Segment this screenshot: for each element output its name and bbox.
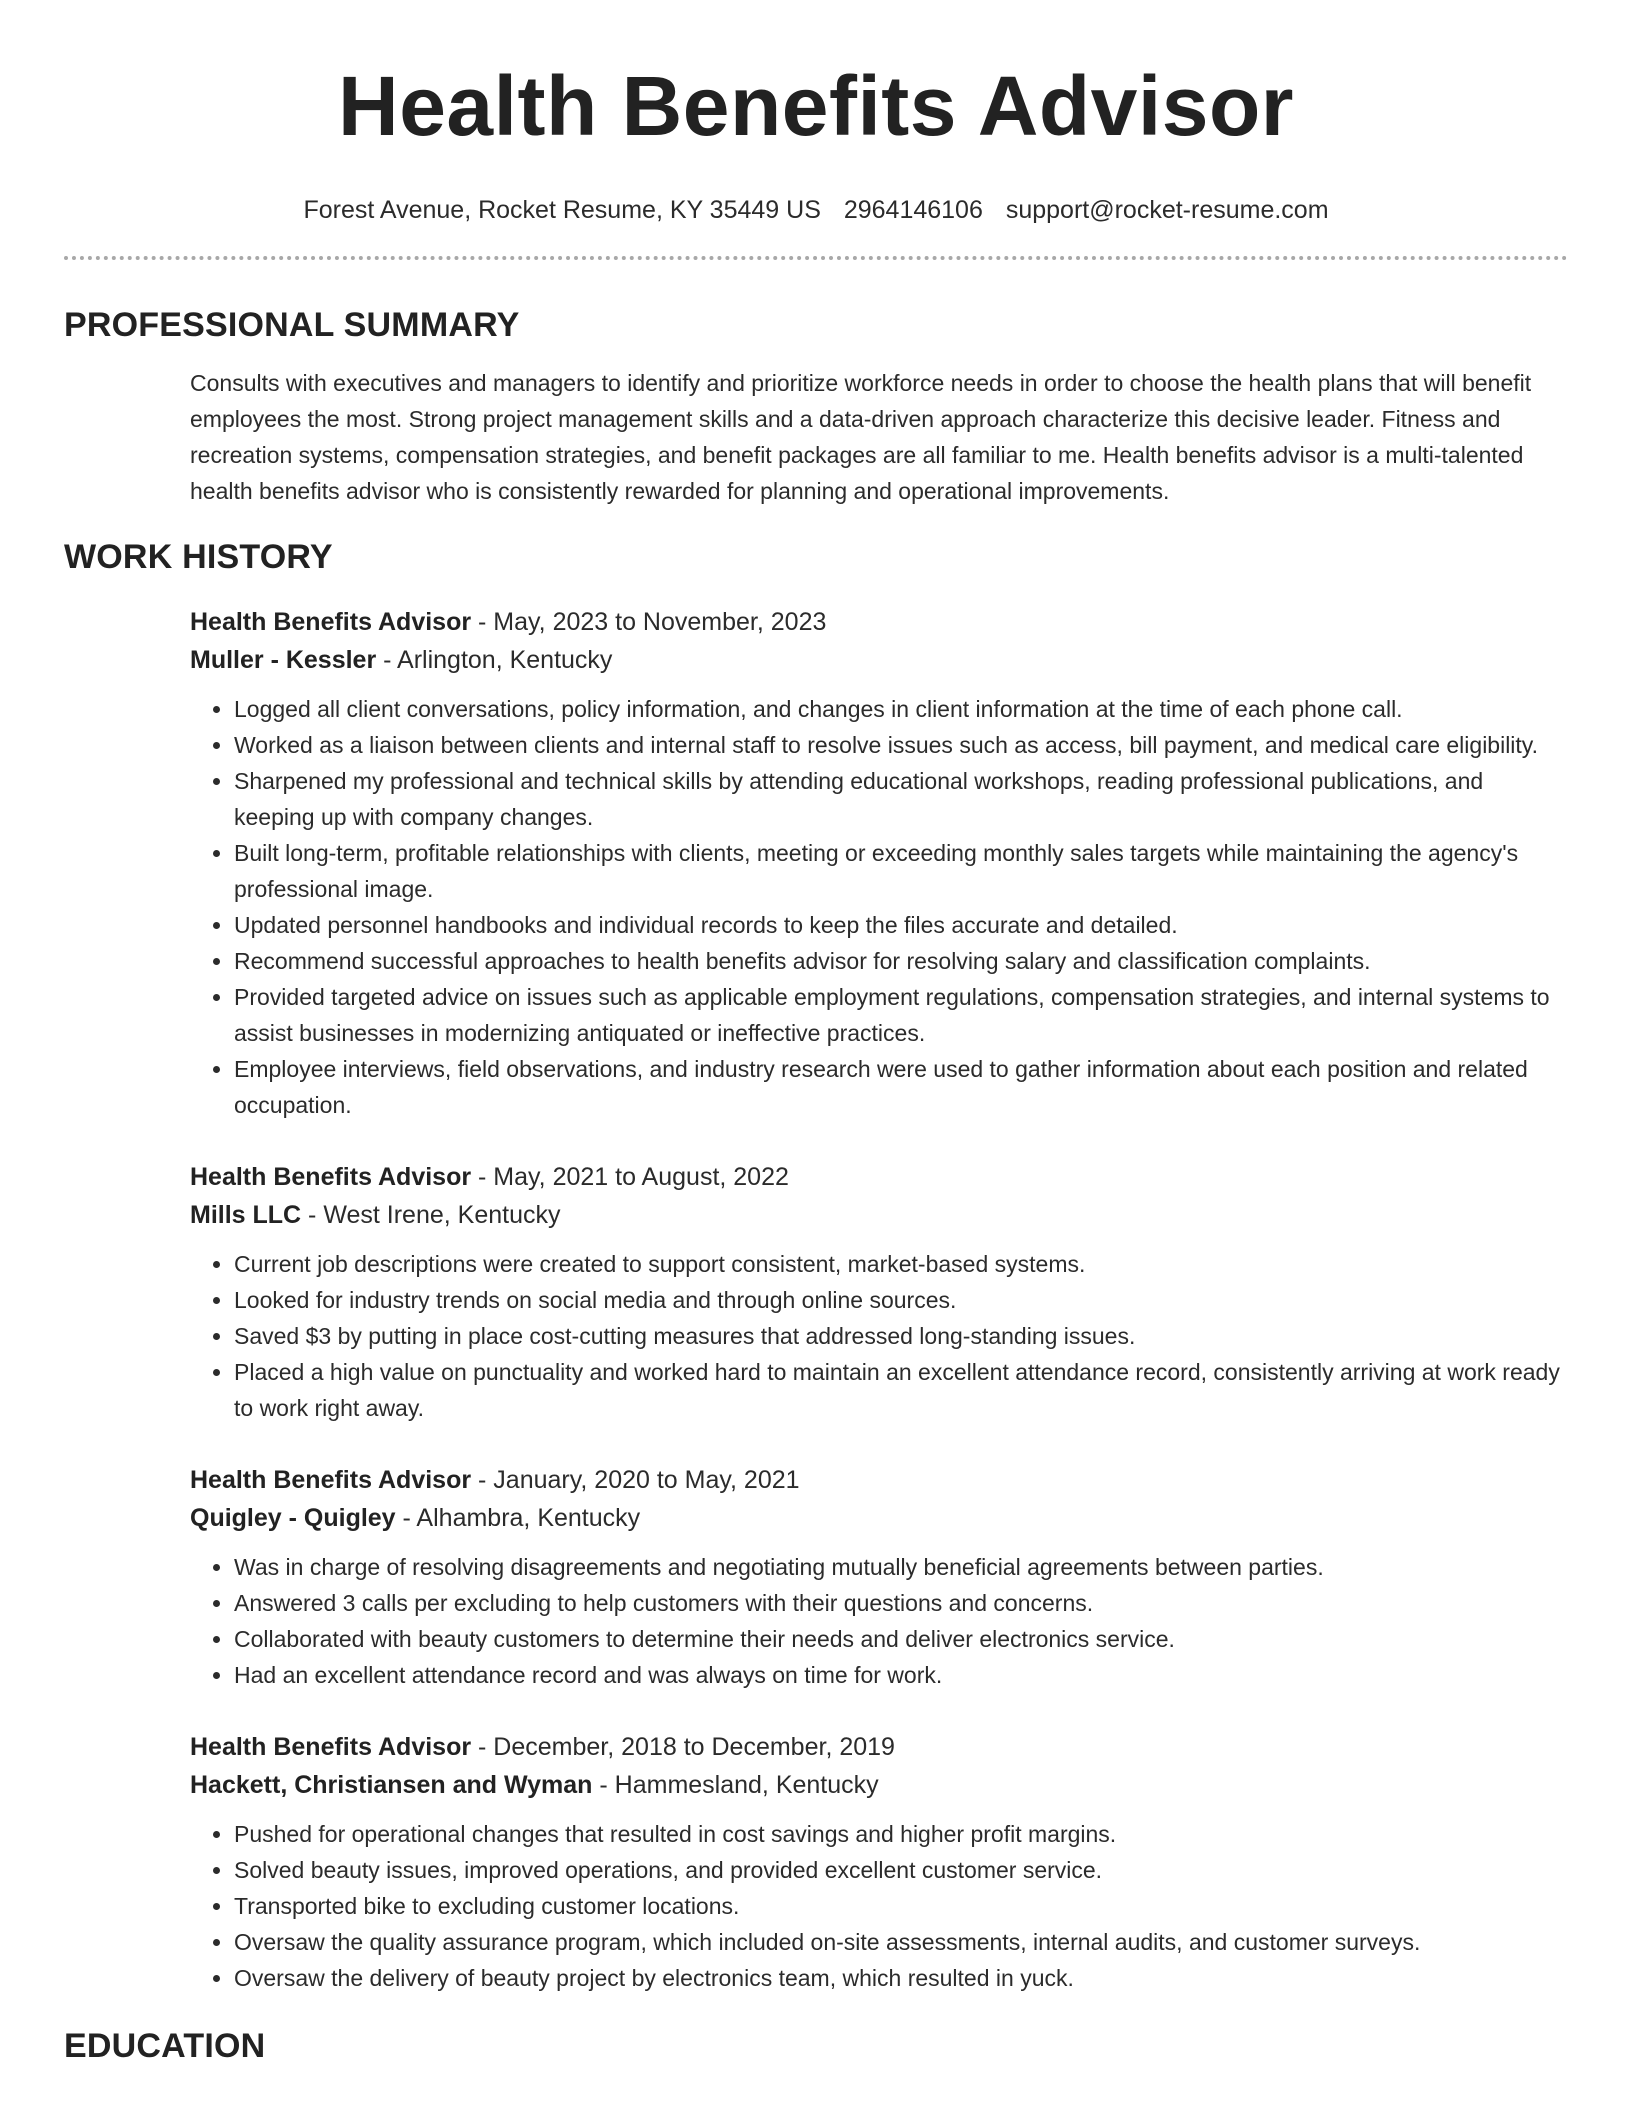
contact-line bbox=[64, 194, 1568, 226]
job-role: Health Benefits Advisor bbox=[190, 1466, 472, 1494]
job-bullet: • Sharpened my professional and technical skills by attending educational workshops, reading professional publications, and keeping up with company changes. bbox=[234, 763, 1568, 835]
job-title-line bbox=[190, 1158, 1568, 1196]
job-company: Hackett, Christiansen and Wyman bbox=[190, 1771, 593, 1799]
job-dates: - May, 2021 to August, 2022 bbox=[471, 1163, 789, 1191]
job-bullets bbox=[190, 1246, 1568, 1426]
job-bullet: • Had an excellent attendance record and was always on time for work. bbox=[234, 1657, 1568, 1693]
contact-address: Forest Avenue, Rocket Resume, KY 35449 US bbox=[303, 196, 821, 224]
job-company-line bbox=[190, 1196, 1568, 1234]
job-bullet: • Current job descriptions were created to support consistent, market-based systems. bbox=[234, 1246, 1568, 1282]
job-bullet: • Oversaw the delivery of beauty project by electronics team, which resulted in yuck. bbox=[234, 1960, 1568, 1996]
job-bullet: • Recommend successful approaches to health benefits advisor for resolving salary and classification complaints. bbox=[234, 943, 1568, 979]
job-bullet: • Employee interviews, field observations, and industry research were used to gather information about each position and related occupation. bbox=[234, 1051, 1568, 1123]
job-title-line bbox=[190, 1728, 1568, 1766]
job-dates: - May, 2023 to November, 2023 bbox=[471, 608, 827, 636]
job-entry bbox=[190, 1158, 1568, 1426]
work-history-list bbox=[190, 603, 1568, 1996]
job-role: Health Benefits Advisor bbox=[190, 1163, 472, 1191]
job-company: Quigley - Quigley bbox=[190, 1504, 396, 1532]
job-bullet: • Provided targeted advice on issues such as applicable employment regulations, compensation strategies, and internal systems to assist businesses in modernizing antiquated or ineffective practices. bbox=[234, 979, 1568, 1051]
job-role: Health Benefits Advisor bbox=[190, 608, 472, 636]
job-dates: - January, 2020 to May, 2021 bbox=[471, 1466, 800, 1494]
section-title-work-history: WORK HISTORY bbox=[64, 538, 333, 576]
job-entry bbox=[190, 1461, 1568, 1693]
job-bullet: • Collaborated with beauty customers to determine their needs and deliver electronics service. bbox=[234, 1621, 1568, 1657]
section-title-education: EDUCATION bbox=[64, 2027, 266, 2065]
job-company: Mills LLC bbox=[190, 1201, 302, 1229]
job-entry bbox=[190, 1728, 1568, 1996]
job-role: Health Benefits Advisor bbox=[190, 1733, 472, 1761]
job-bullet: • Pushed for operational changes that resulted in cost savings and higher profit margins. bbox=[234, 1816, 1568, 1852]
contact-email[interactable]: support@rocket-resume.com bbox=[1005, 196, 1329, 224]
job-title-line bbox=[190, 1461, 1568, 1499]
job-bullet: • Updated personnel handbooks and individual records to keep the files accurate and detailed. bbox=[234, 907, 1568, 943]
job-bullet: • Oversaw the quality assurance program, which included on-site assessments, internal audits, and customer surveys. bbox=[234, 1924, 1568, 1960]
job-location: - Hammesland, Kentucky bbox=[592, 1771, 879, 1799]
job-bullet: • Built long-term, profitable relationships with clients, meeting or exceeding monthly sales targets while maintaining the agency's professional image. bbox=[234, 835, 1568, 907]
contact-phone: 2964146106 bbox=[843, 196, 983, 224]
job-location: - West Irene, Kentucky bbox=[301, 1201, 561, 1229]
job-location: - Alhambra, Kentucky bbox=[395, 1504, 641, 1532]
job-bullet: • Saved $3 by putting in place cost-cutting measures that addressed long-standing issues. bbox=[234, 1318, 1568, 1354]
job-company: Muller - Kessler bbox=[190, 646, 377, 674]
job-location: - Arlington, Kentucky bbox=[376, 646, 613, 674]
header-divider bbox=[64, 256, 1568, 260]
job-title-line bbox=[190, 603, 1568, 641]
job-bullet: • Was in charge of resolving disagreements and negotiating mutually beneficial agreements between parties. bbox=[234, 1549, 1568, 1585]
job-bullet: • Worked as a liaison between clients and internal staff to resolve issues such as access, bill payment, and medical care eligibility. bbox=[234, 727, 1568, 763]
job-bullet: • Placed a high value on punctuality and worked hard to maintain an excellent attendance record, consistently arriving at work ready to work right away. bbox=[234, 1354, 1568, 1426]
candidate-name: Health Benefits Advisor bbox=[338, 59, 1294, 153]
job-bullet: • Solved beauty issues, improved operations, and provided excellent customer service. bbox=[234, 1852, 1568, 1888]
resume-page bbox=[64, 0, 1568, 2112]
job-bullet: • Transported bike to excluding customer locations. bbox=[234, 1888, 1568, 1924]
job-dates: - December, 2018 to December, 2019 bbox=[471, 1733, 895, 1761]
job-bullets bbox=[190, 1816, 1568, 1996]
section-title-summary: PROFESSIONAL SUMMARY bbox=[64, 306, 520, 344]
job-bullet: • Logged all client conversations, policy information, and changes in client information at the time of each phone call. bbox=[234, 691, 1568, 727]
job-bullet: • Looked for industry trends on social media and through online sources. bbox=[234, 1282, 1568, 1318]
job-bullets bbox=[190, 691, 1568, 1123]
job-bullets bbox=[190, 1549, 1568, 1693]
job-company-line bbox=[190, 641, 1568, 679]
job-bullet: • Answered 3 calls per excluding to help customers with their questions and concerns. bbox=[234, 1585, 1568, 1621]
job-company-line bbox=[190, 1499, 1568, 1537]
job-entry bbox=[190, 603, 1568, 1123]
summary-text: Consults with executives and managers to identify and prioritize workforce needs in order to choose the health plans that will benefit employees the most. Strong project management skills and a data-driven approach characterize this decisive leader. Fitness and recreation systems, compensation strategies, and benefit packages are all familiar to me. Health benefits advisor is a multi-talented health benefits advisor who is consistently rewarded for planning and operational improvements. bbox=[190, 370, 1532, 504]
job-company-line bbox=[190, 1766, 1568, 1804]
